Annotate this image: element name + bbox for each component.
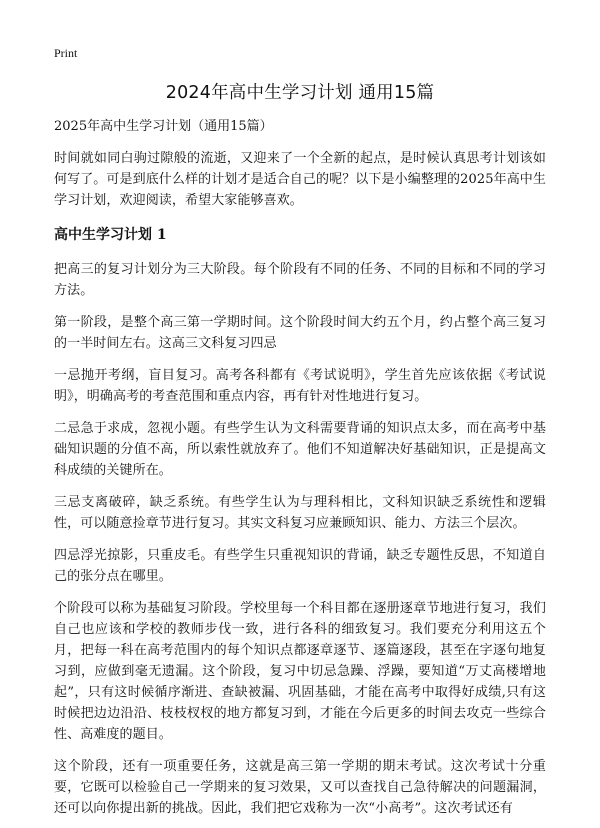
paragraph: 第一阶段，是整个高三第一学期时间。这个阶段时间大约五个月，约占整个高三复习的一半时间左右。这高三文科复习四忌 bbox=[54, 315, 546, 351]
paragraph: 把高三的复习计划分为三大阶段。每个阶段有不同的任务、不同的目标和不同的学习方法。 bbox=[54, 262, 546, 298]
document-title: 2024年高中生学习计划 通用15篇 bbox=[165, 83, 435, 103]
section-heading: 高中生学习计划 1 bbox=[54, 227, 167, 243]
document-subtitle: 2025年高中生学习计划（通用15篇） bbox=[54, 119, 273, 134]
paragraph: 三忌支离破碎，缺乏系统。有些学生认为与理科相比，文科知识缺乏系统性和逻辑性，可以随意捡章节进行复习。其实文科复习应兼顾知识、能力、方法三个层次。 bbox=[54, 495, 546, 531]
print-link[interactable]: Print bbox=[54, 46, 78, 60]
paragraph: 一忌抛开考纲，盲目复习。高考各科都有《考试说明》，学生首先应该依据《考试说明》，明确高考的考查范围和重点内容，再有针对性地进行复习。 bbox=[54, 368, 546, 404]
paragraph: 个阶段可以称为基础复习阶段。学校里每一个科目都在逐册逐章节地进行复习，我们自己也应该和学校的教师步伐一致，进行各科的细致复习。我们要充分利用这五个月，把每一科在高考范围内的每个知识点都逐章逐节、逐篇逐段，甚至在字逐句地复习到，应做到毫无遗漏。这个阶段，复习中切忌急躁、浮躁，要知道“万丈高楼增地起”，只有这时候循序渐进、查缺被漏、巩固基础，才能在高考中取得好成绩,只有这时候把边边沿沿、枝枝杈杈的地方都复习到，才能在今后更多的时间去攻克一些综合性、高难度的题目。 bbox=[54, 601, 546, 742]
paragraph: 二忌急于求成，忽视小题。有些学生认为文科需要背诵的知识点太多，而在高考中基础知识题的分值不高，所以索性就放弃了。他们不知道解决好基础知识，正是提高文科成绩的关键所在。 bbox=[54, 421, 546, 478]
paragraph: 这个阶段，还有一项重要任务，这就是高三第一学期的期末考试。这次考试十分重要，它既可以检验自己一学期来的复习效果，又可以查找自己急待解决的问题漏洞，还可以向你提出新的挑战。因此，我们把它戏称为一次“小高考”。这次考试还有 bbox=[54, 759, 546, 816]
intro-paragraph: 时间就如同白驹过隙般的流逝，又迎来了一个全新的起点，是时候认真思考计划该如何写了。可是到底什么样的计划才是适合自己的呢？以下是小编整理的2025年高中生学习计划，欢迎阅读，希望大家能够喜欢。 bbox=[54, 151, 546, 208]
paragraph: 四忌浮光掠影，只重皮毛。有些学生只重视知识的背诵，缺乏专题性反思，不知道自己的张分点在哪里。 bbox=[54, 548, 546, 584]
